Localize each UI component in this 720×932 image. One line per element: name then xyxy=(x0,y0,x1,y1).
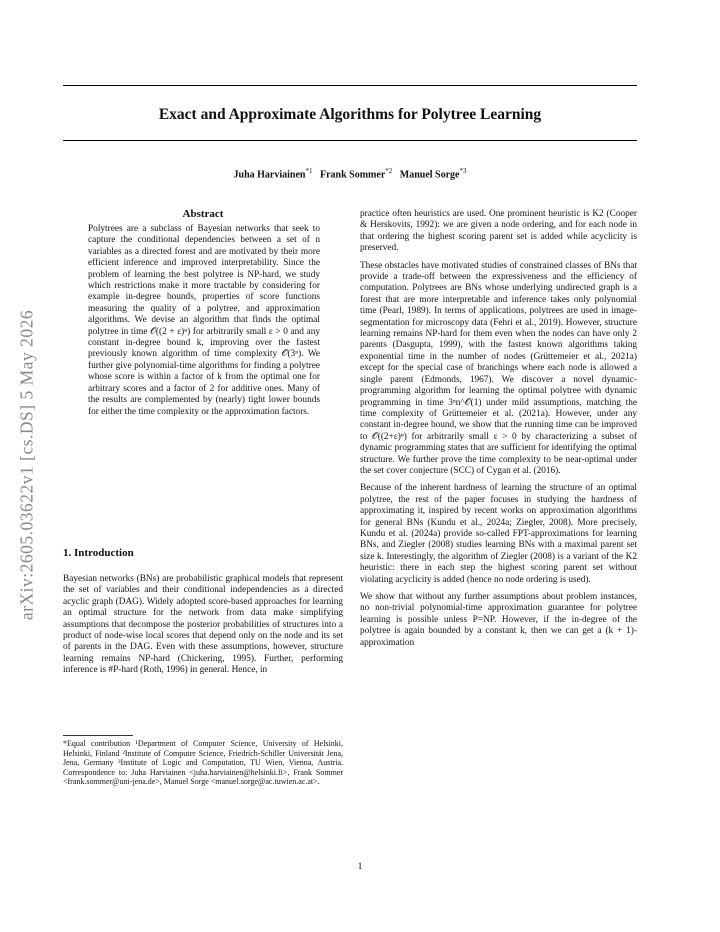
abstract-heading: Abstract xyxy=(182,208,224,220)
author-name: Frank Sommer xyxy=(319,169,386,181)
right-paragraph: We show that without any further assumptions about problem instances, no non-trivial polynomial-time approximation guarantee for polytree learning is possible unless P=NP. However, if the in-degree of the polytree is again bounded by a constant k, then we can get a (k + 1)-approximation xyxy=(360,592,637,648)
arxiv-sidebar xyxy=(12,255,42,675)
arxiv-id: arXiv:2605.03622v1 [cs.DS] 5 May 2026 xyxy=(16,309,37,621)
right-paragraph: These obstacles have motivated studies of constrained classes of BNs that provide a trade-off between the expressiveness and the efficiency of computation. Polytrees are BNs whose underlying undirected graph is a forest that are more interpretable and inference takes only polynomial time (Pearl, 1989). In terms of applications, polytrees are used in image-segmentation for microscopy data (Fehri et al., 2019). However, structure learning remains NP-hard for them even when the nodes can have only 2 parents (Dasgupta, 1999), with the fastest known algorithms taking exponential time in the number of nodes (Grüttemeier et al., 2021a) except for the special case of branchings where each node is allowed a single parent (Edmonds, 1967). We discover a novel dynamic-programming algorithm for learning the optimal polytree with dynamic programming in time 3ⁿn^𝒪(1) under mild assumptions, matching the time complexity of Grüttemeier et al. (2021a). However, under any constant in-degree bound, we show that the running time can be improved to 𝒪((2+ε)ⁿ) for arbitrarily small ε > 0 by characterizing a subset of dynamic programming states that are sufficient for identifying the optimal structure. We further prove the time complexity to be near-optimal under the set cover conjecture (SCC) of Cygan et al. (2016). xyxy=(360,260,637,476)
intro-paragraph: Bayesian networks (BNs) are probabilistic graphical models that represent the set of variables and their conditional independencies as a directed acyclic graph (DAG). Widely adopted score-based approaches for learning an optimal structure for the network from data make simplifying assumptions that decompose the posterior probabilities of structures into a product of node-wise local scores that depend only on the node and its set of parents in the DAG. Even with these assumptions, however, structure learning remains NP-hard (Chickering, 1995). Further, performing inference is #P-hard (Roth, 1996) in general. Hence, in xyxy=(63,574,343,676)
section-heading-introduction: 1. Introduction xyxy=(63,547,134,559)
abstract-paragraph: Polytrees are a subclass of Bayesian networks that seek to capture the conditional dependencies between a set of n variables as a directed forest and are motivated by their more efficient inference and improved interpretability. Since the problem of learning the best polytree is NP-hard, we study which restrictions make it more tractable by considering for example in-degree bounds, properties of score functions measuring the quality of a polytree, and approximation algorithms. We devise an algorithm that finds the optimal polytree in time 𝒪((2 + ε)ⁿ) for arbitrarily small ε > 0 and any constant in-degree bound k, improving over the fastest previously known algorithm of time complexity 𝒪(3ⁿ). We further give polynomial-time algorithms for finding a polytree whose score is within a factor of k from the optimal one for arbitrary scores and a factor of 2 for additive ones. Many of the results are complemented by (nearly) tight lower bounds for either the time complexity or the approximation factors. xyxy=(88,224,320,417)
title-bottom-rule xyxy=(63,140,637,141)
right-column xyxy=(360,209,637,655)
introduction-left xyxy=(63,574,343,683)
author-mark: *1 xyxy=(305,167,313,175)
footnote: *Equal contribution ¹Department of Computer Science, University of Helsinki, Helsinki, Finland ²Institute of Computer Science, Friedrich-Schiller Universität Jena, Jena, Germany ³Institute of Logic and Computation, TU Wien, Vienna, Austria. Correspondence to: Juha Harviainen <juha.harviainen@helsinki.fi>, Frank Sommer <frank.sommer@uni-jena.de>, Manuel Sorge <manuel.sorge@ac.tuwien.ac.at>. xyxy=(63,739,343,786)
author-mark: *2 xyxy=(385,167,393,175)
author-name: Juha Harviainen xyxy=(233,169,306,181)
author-list xyxy=(63,167,637,180)
paper-title: Exact and Approximate Algorithms for Polytree Learning xyxy=(158,106,542,123)
page-number: 1 xyxy=(357,862,363,872)
author-mark: *3 xyxy=(459,167,467,175)
top-rule xyxy=(63,85,637,86)
right-paragraph: practice often heuristics are used. One prominent heuristic is K2 (Cooper & Herskovits, 1992): we are given a node ordering, and for each node in that ordering the highest scoring parent set is added while acyclicity is preserved. xyxy=(360,209,637,254)
author-name: Manuel Sorge xyxy=(399,169,460,181)
abstract-text xyxy=(88,224,320,424)
footnote-rule xyxy=(63,735,133,736)
right-paragraph: Because of the inherent hardness of learning the structure of an optimal polytree, the rest of the paper focuses in studying the hardness of approximating it, inspired by recent works on approximation algorithms for general BNs (Kundu et al., 2024a; Ziegler, 2008). More precisely, Kundu et al. (2024a) provide so-called FPT-approximations for learning BNs, and Ziegler (2008) studies learning BNs with a maximal parent set size k. Interestingly, the algorithm of Ziegler (2008) is a variant of the K2 heuristic: there in each step the highest scoring parent set without violating acyclicity is added (hence no node ordering is used). xyxy=(360,483,637,585)
